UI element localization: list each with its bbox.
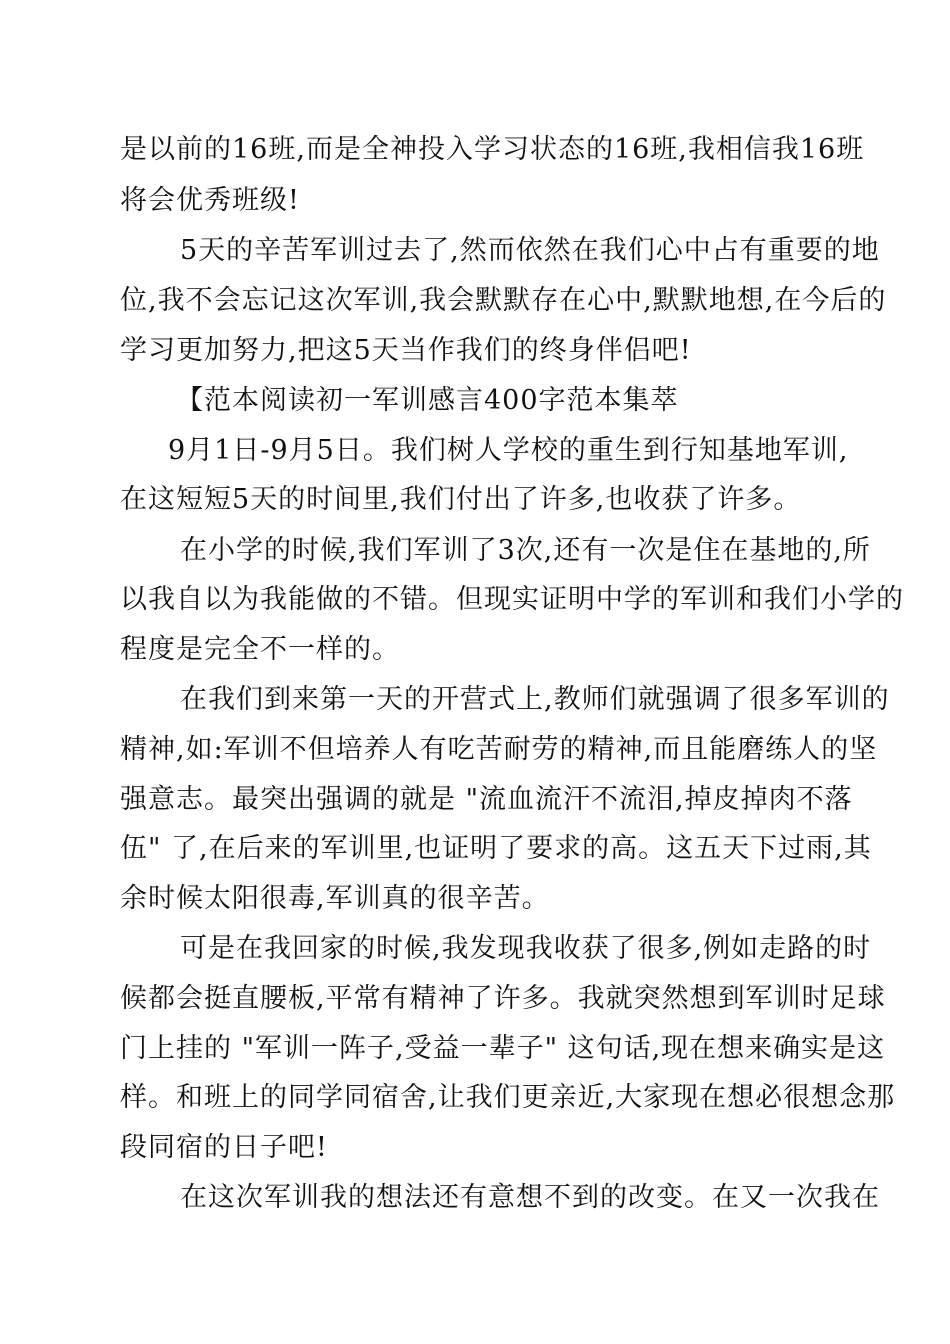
text-line: 段同宿的日子吧! [120,1132,328,1163]
text-line: 9月1日-9月5日。我们树人学校的重生到行知基地军训, [168,435,849,466]
text-line: 以我自以为我能做的不错。但现实证明中学的军训和我们小学的 [120,584,904,615]
text-line: 余时候太阳很毒,军训真的很辛苦。 [120,883,550,914]
text-line: 5天的辛苦军训过去了,然而依然在我们心中占有重要的地 [180,235,880,266]
text-line: 将会优秀班级! [120,185,300,216]
text-line: 强意志。最突出强调的就是 "流血流汗不流泪,掉皮掉肉不落 [120,784,853,815]
section-heading: 【范本阅读初一军训感言400字范本集萃 [176,385,679,416]
text-line: 精神,如:军训不但培养人有吃苦耐劳的精神,而且能磨练人的坚 [120,734,878,765]
text-line: 程度是完全不一样的。 [120,634,400,665]
text-line: 位,我不会忘记这次军训,我会默默存在心中,默默地想,在今后的 [120,285,887,316]
text-line: 在这短短5天的时间里,我们付出了许多,也收获了许多。 [120,484,802,515]
text-line: 在这次军训我的想法还有意想不到的改变。在又一次我在 [180,1182,880,1213]
text-line: 在我们到来第一天的开营式上,教师们就强调了很多军训的 [180,684,890,715]
text-line: 学习更加努力,把这5天当作我们的终身伴侣吧! [120,335,692,366]
text-line: 是以前的16班,而是全神投入学习状态的16班,我相信我16班 [120,134,865,165]
text-line: 在小学的时候,我们军训了3次,还有一次是住在基地的,所 [180,535,871,566]
text-line: 样。和班上的同学同宿舍,让我们更亲近,大家现在想必很想念那 [120,1082,896,1113]
text-line: 候都会挺直腰板,平常有精神了许多。我就突然想到军训时足球 [120,983,886,1014]
text-line: 伍" 了,在后来的军训里,也证明了要求的高。这五天下过雨,其 [120,833,872,864]
text-line: 门上挂的 "军训一阵子,受益一辈子" 这句话,现在想来确实是这 [120,1033,886,1064]
text-line: 可是在我回家的时候,我发现我收获了很多,例如走路的时 [180,933,872,964]
